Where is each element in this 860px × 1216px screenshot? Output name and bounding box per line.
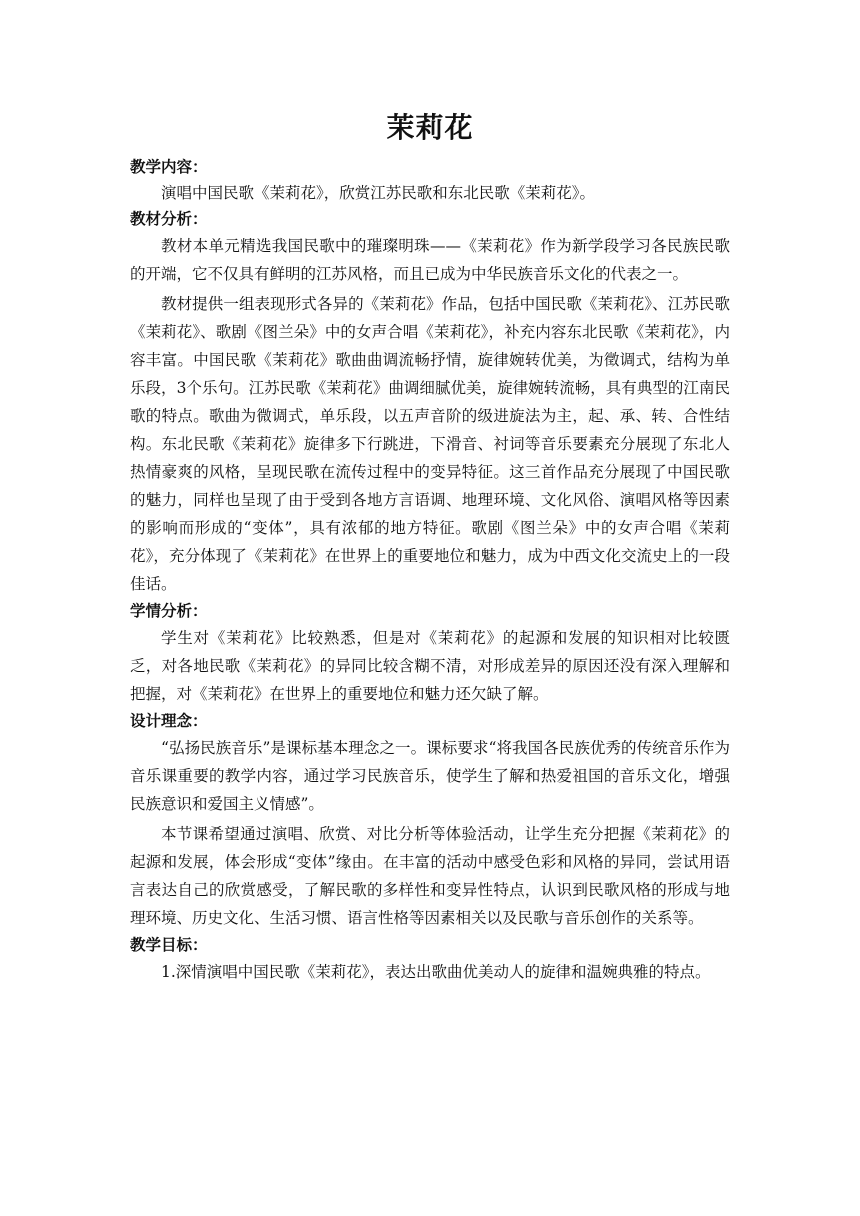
paragraph: 教材本单元精选我国民歌中的璀璨明珠——《茉莉花》作为新学段学习各民族民歌的开端，它不仅具有鲜明的江苏风格，而且已成为中华民族音乐文化的代表之一。	[130, 237, 730, 283]
paragraph: 演唱中国民歌《茉莉花》，欣赏江苏民歌和东北民歌《茉莉花》。	[161, 184, 596, 202]
paragraph: 学生对《茉莉花》比较熟悉，但是对《茉莉花》的起源和发展的知识相对比较匮乏，对各地民歌《茉莉花》的异同比较含糊不清，对形成差异的原因还没有深入理解和把握，对《茉莉花》在世界上的重要地位和魅力还欠缺了解。	[130, 629, 730, 703]
section-heading-students: 学情分析：	[130, 602, 208, 620]
paragraph: 本节课希望通过演唱、欣赏、对比分析等体验活动，让学生充分把握《茉莉花》的起源和发展，体会形成“变体”缘由。在丰富的活动中感受色彩和风格的异同，尝试用语言表达自己的欣赏感受，了解民歌的多样性和变异性特点，认识到民歌风格的形成与地理环境、历史文化、生活习惯、语言性格等因素相关以及民歌与音乐创作的关系等。	[130, 825, 730, 927]
document-page	[130, 108, 730, 986]
section-heading-design: 设计理念：	[130, 712, 208, 730]
section-heading-goals: 教学目标：	[130, 936, 208, 954]
paragraph: “弘扬民族音乐”是课标基本理念之一。课标要求“将我国各民族优秀的传统音乐作为音乐课重要的教学内容，通过学习民族音乐，使学生了解和热爱祖国的音乐文化，增强民族意识和爱国主义情感”。	[130, 739, 730, 813]
paragraph: 教材提供一组表现形式各异的《茉莉花》作品，包括中国民歌《茉莉花》、江苏民歌《茉莉花》、歌剧《图兰朵》中的女声合唱《茉莉花》，补充内容东北民歌《茉莉花》，内容丰富。中国民歌《茉莉花》歌曲曲调流畅抒情，旋律婉转优美，为徵调式，结构为单乐段，3个乐句。江苏民歌《茉莉花》曲调细腻优美，旋律婉转流畅，具有典型的江南民歌的特点。歌曲为微调式，单乐段，以五声音阶的级进旋法为主，起、承、转、合性结构。东北民歌《茉莉花》旋律多下行跳进，下滑音、衬词等音乐要素充分展现了东北人热情豪爽的风格，呈现民歌在流传过程中的变异特征。这三首作品充分展现了中国民歌的魅力，同样也呈现了由于受到各地方言语调、地理环境、文化风俗、演唱风格等因素的影响而形成的“变体”，具有浓郁的地方特征。歌剧《图兰朵》中的女声合唱《茉莉花》，充分体现了《茉莉花》在世界上的重要地位和魅力，成为中西文化交流史上的一段佳话。	[130, 295, 730, 593]
document-title: 茉莉花	[386, 111, 474, 144]
paragraph: 1.深情演唱中国民歌《茉莉花》，表达出歌曲优美动人的旋律和温婉典雅的特点。	[161, 963, 711, 981]
section-heading-material: 教材分析：	[130, 210, 208, 228]
section-heading-content: 教学内容：	[130, 158, 208, 176]
